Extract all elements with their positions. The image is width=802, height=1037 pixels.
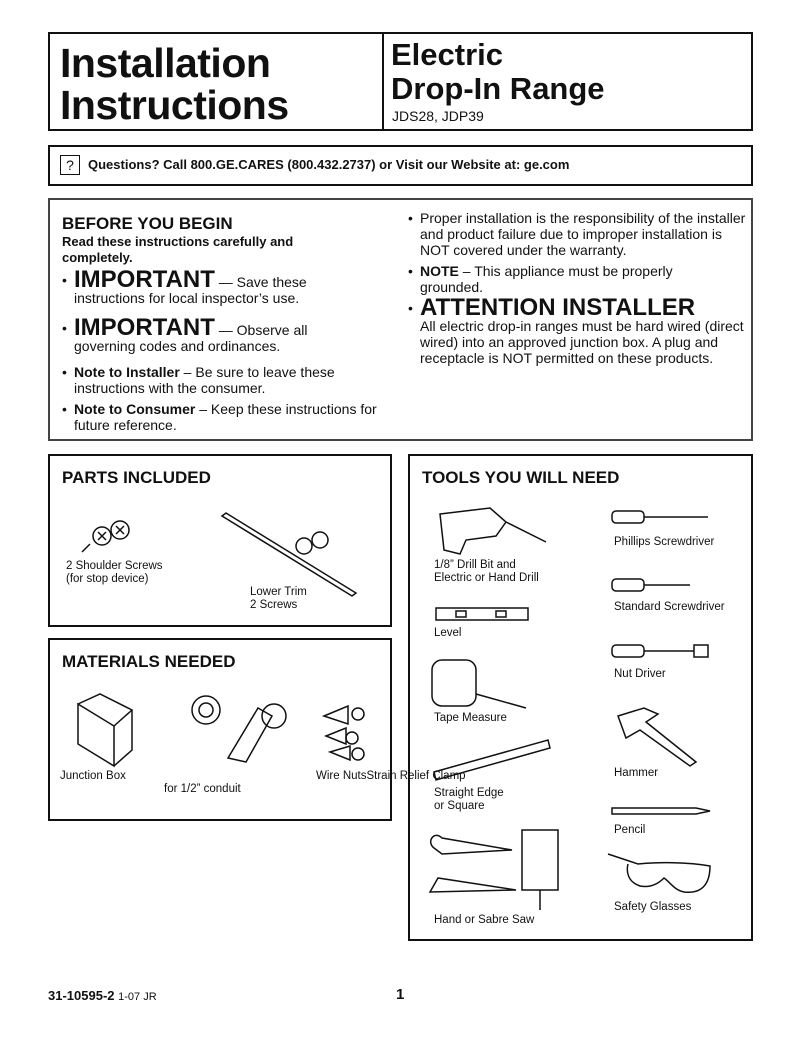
drill-icon: [430, 504, 540, 554]
pencil-icon: [612, 806, 712, 816]
grounding-note: [408, 263, 720, 295]
strain-relief-clamp-icon: [178, 688, 298, 768]
label-line: or Square: [434, 800, 485, 812]
label-line: Lower Trim: [250, 586, 307, 598]
nut-driver-label: Nut Driver: [614, 668, 666, 680]
straight-edge-icon: [432, 738, 552, 778]
note-to-installer: [62, 364, 374, 396]
attention-installer: [408, 294, 755, 366]
level-icon: [436, 606, 531, 622]
before-intro: Read these instructions carefully and completely.: [62, 234, 294, 265]
attention-label: ATTENTION INSTALLER: [420, 294, 696, 321]
materials-heading: MATERIALS NEEDED: [62, 652, 236, 671]
note-text: – This appliance must be properly grounded.: [420, 263, 673, 295]
proper-installation: • Proper installation is the responsibility of the installer and product failure due to improper installation is NOT covered under the warranty.: [408, 210, 755, 258]
product-line-1: Electric: [391, 37, 504, 72]
hammer-label: Hammer: [614, 767, 659, 779]
before-heading: BEFORE YOU BEGIN: [62, 214, 233, 233]
title-box: [48, 32, 753, 131]
model-numbers: JDS28, JDP39: [392, 108, 484, 124]
tools-box: [408, 454, 753, 941]
footer-doc-number: [48, 988, 157, 1003]
note-label: Note to Consumer: [74, 401, 196, 417]
wire-nuts-icon: [322, 700, 372, 760]
straight-edge-label: [434, 787, 504, 813]
important-label: IMPORTANT: [74, 266, 215, 293]
title-line-1: Installation: [60, 40, 271, 86]
parts-heading: PARTS INCLUDED: [62, 468, 211, 487]
tools-heading: TOOLS YOU WILL NEED: [422, 468, 620, 487]
label-line: (for stop device): [66, 573, 149, 585]
shoulder-screws-label: [66, 560, 163, 586]
note-text: – Be sure to leave these instructions with the consumer.: [74, 364, 335, 396]
question-icon: ?: [60, 155, 80, 175]
doc-date: 1-07 JR: [118, 991, 157, 1003]
note-text: – Keep these instructions for future reference.: [74, 401, 377, 433]
important-save: [62, 266, 364, 306]
page-number: 1: [396, 986, 405, 1003]
label-line: Electric or Hand Drill: [434, 572, 539, 584]
saw-icon: [420, 826, 570, 906]
strain-relief-text: Strain Relief Clamp: [366, 770, 466, 782]
attention-text: All electric drop-in ranges must be hard wired (direct wired) into an approved junction box. A plug and receptacle is NOT permitted on these products.: [420, 318, 744, 366]
standard-screwdriver-icon: [612, 578, 692, 592]
questions-box: [48, 145, 753, 186]
phillips-screwdriver-icon: [612, 510, 712, 524]
tape-measure-icon: [430, 660, 530, 710]
drill-label: [434, 559, 539, 585]
conduit-label: for 1/2” conduit: [164, 783, 241, 795]
important-codes: [62, 314, 364, 354]
standard-screwdriver-label: Standard Screwdriver: [614, 601, 725, 613]
note-to-consumer: [62, 401, 384, 433]
note-label: Note to Installer: [74, 364, 180, 380]
level-label: Level: [434, 627, 462, 639]
important-label: IMPORTANT: [74, 314, 215, 341]
safety-glasses-label: Safety Glasses: [614, 901, 692, 913]
safety-glasses-icon: [606, 852, 716, 896]
note-label: NOTE: [420, 263, 459, 279]
pencil-label: Pencil: [614, 824, 646, 836]
shoulder-screws-icon: [80, 516, 140, 556]
important-text: — Save these instructions for local inspector’s use.: [74, 274, 307, 306]
parts-included-box: [48, 454, 392, 627]
wire-nuts-text: Wire Nuts: [316, 770, 367, 782]
junction-box-icon: [76, 694, 136, 764]
product-line-2: Drop-In Range: [391, 71, 605, 106]
tape-measure-label: Tape Measure: [434, 712, 507, 724]
title-line-2: Instructions: [60, 82, 289, 128]
before-you-begin-box: [48, 198, 753, 441]
nut-driver-icon: [612, 644, 712, 658]
important-text: — Observe all governing codes and ordinances.: [74, 322, 308, 354]
phillips-screwdriver-label: Phillips Screwdriver: [614, 536, 715, 548]
doc-number: 31-10595-2: [48, 988, 115, 1003]
junction-box-label: Junction Box: [60, 770, 126, 782]
label-line: 2 Shoulder Screws: [66, 560, 163, 572]
saw-label: Hand or Sabre Saw: [434, 914, 535, 926]
label-line: Straight Edge: [434, 787, 504, 799]
hammer-icon: [618, 706, 708, 766]
label-line: 2 Screws: [250, 599, 298, 611]
lower-trim-label: [250, 586, 307, 612]
questions-text: Questions? Call 800.GE.CARES (800.432.2737) or Visit our Website at: ge.com: [88, 157, 570, 172]
label-line: 1/8” Drill Bit and: [434, 559, 516, 571]
